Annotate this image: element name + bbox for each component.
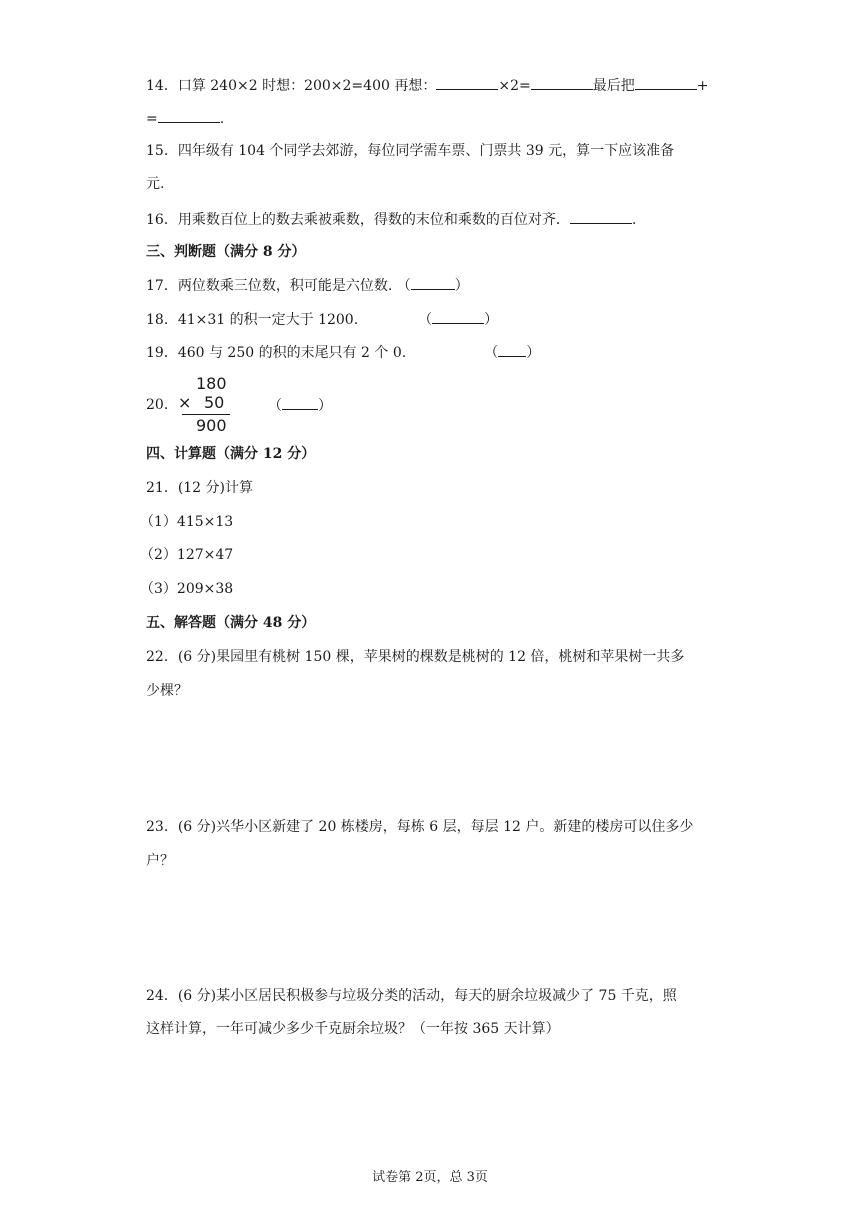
q23-answer-area[interactable]: [146, 880, 716, 980]
q18-answer-blank[interactable]: [432, 309, 484, 324]
question-18: [146, 309, 498, 330]
q14-text-3: 最后把: [592, 78, 635, 94]
q14-text-4: +: [696, 78, 709, 94]
q20-open: （: [268, 398, 282, 414]
question-14-line2: [146, 108, 224, 129]
section-3-title: 三、判断题（满分 8 分）: [146, 244, 306, 260]
sum-line: [182, 414, 230, 415]
question-20-answer: [268, 395, 332, 416]
q16-period: .: [631, 212, 637, 228]
question-15-line2: 元.: [146, 176, 165, 192]
question-22-line2: 少棵？: [146, 683, 188, 699]
multiply-operator: ×: [178, 393, 192, 412]
q18-text: 18．41×31 的积一定大于 1200.: [146, 312, 359, 328]
q22-answer-area[interactable]: [146, 710, 716, 830]
q21-item-3: （3）209×38: [140, 581, 234, 597]
q24-answer-area[interactable]: [146, 1050, 716, 1150]
q18-open: （: [418, 312, 433, 328]
q21-item-2: （2）127×47: [140, 547, 234, 563]
question-14-line1: [146, 75, 708, 96]
q14-equals: =: [146, 111, 158, 127]
multiplier: 50: [204, 393, 225, 412]
q14-text-1: 14．口算 240×2 时想：200×2=400 再想：: [146, 78, 437, 94]
q14-blank-1[interactable]: [436, 75, 498, 90]
question-22-line1: 22．(6 分)果园里有桃树 150 棵，苹果树的棵数是桃树的 12 倍，桃树和苹果树一共多: [146, 649, 685, 665]
q14-period: .: [219, 111, 225, 127]
question-23-line2: 户？: [146, 853, 174, 869]
product: 900: [196, 416, 227, 435]
q17-text: 17．两位数乘三位数，积可能是六位数. （: [146, 278, 411, 294]
page-footer: 试卷第 2页，总 3页: [372, 1170, 488, 1185]
q19-close: ）: [526, 345, 541, 361]
multiplicand: 180: [196, 374, 227, 393]
q19-text: 19．460 与 250 的积的末尾只有 2 个 0.: [146, 345, 407, 361]
q14-text-2: ×2=: [498, 78, 531, 94]
q16-blank[interactable]: [570, 209, 632, 224]
q16-text: 16．用乘数百位上的数去乘被乘数，得数的末位和乘数的百位对齐．: [146, 212, 570, 228]
q14-blank-3[interactable]: [635, 75, 697, 90]
q20-answer-blank[interactable]: [282, 395, 318, 410]
q17-answer-blank[interactable]: [411, 275, 455, 290]
section-5-title: 五、解答题（满分 48 分）: [146, 615, 316, 631]
question-19: [146, 342, 540, 363]
question-17: [146, 275, 469, 296]
question-24-line1: 24．(6 分)某小区居民积极参与垃圾分类的活动，每天的厨余垃圾减少了 75 千克，照: [146, 988, 677, 1004]
q14-blank-4[interactable]: [158, 108, 220, 123]
q19-answer-blank[interactable]: [498, 342, 526, 357]
question-21-title: 21．(12 分)计算: [146, 480, 254, 496]
question-16: [146, 209, 636, 230]
section-4-title: 四、计算题（满分 12 分）: [146, 446, 316, 462]
q14-blank-2[interactable]: [531, 75, 593, 90]
question-23-line1: 23．(6 分)兴华小区新建了 20 栋楼房，每栋 6 层，每层 12 户。新建的楼房可以住多少: [146, 819, 694, 835]
question-15-line1: 15．四年级有 104 个同学去郊游，每位同学需车票、门票共 39 元，算一下应该准备: [146, 143, 675, 159]
q17-close: ）: [454, 278, 469, 294]
vertical-multiplication: [176, 374, 236, 434]
q20-close: ）: [318, 398, 332, 414]
q18-close: ）: [484, 312, 499, 328]
q21-item-1: （1）415×13: [140, 514, 234, 530]
question-24-line2: 这样计算，一年可减少多少千克厨余垃圾？（一年按 365 天计算）: [146, 1021, 560, 1037]
q19-open: （: [484, 345, 499, 361]
question-20-number: 20．: [146, 397, 178, 413]
